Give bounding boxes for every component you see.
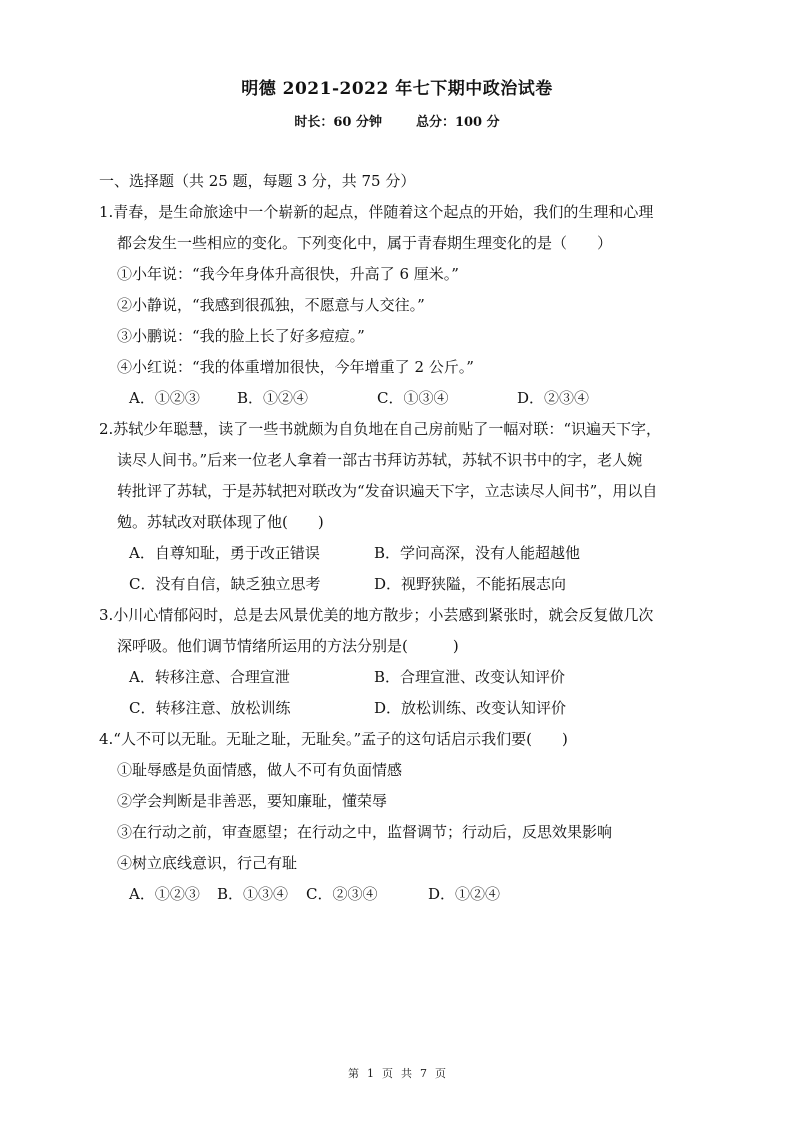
question-3-options-row-1: [99, 662, 699, 693]
question-1-option-a: A．①②③: [129, 389, 200, 407]
question-2-stem-line-4: 勉。苏轼改对联体现了他( ): [117, 513, 324, 531]
question-2-options-row-2: [99, 569, 699, 600]
question-1-item-2: ②小静说，“我感到很孤独，不愿意与人交往。”: [117, 296, 425, 314]
question-4-item-1: ①耻辱感是负面情感，做人不可有负面情感: [117, 761, 403, 779]
question-2-option-d: D．视野狭隘，不能拓展志向: [374, 575, 567, 593]
question-2-stem-line-2: 读尽人间书。”后来一位老人拿着一部古书拜访苏轼，苏轼不识书中的字，老人婉: [117, 451, 643, 469]
question-2-option-a: A．自尊知耻，勇于改正错误: [129, 544, 320, 562]
question-1-item-1: ①小年说：“我今年身体升高很快，升高了 6 厘米。”: [117, 265, 459, 283]
question-4-option-c: C．②③④: [306, 885, 378, 903]
total-page-number: 7: [420, 1067, 427, 1080]
footer-text-di: 第: [348, 1067, 359, 1080]
question-1-stem-line-1: 1.青春，是生命旅途中一个崭新的起点，伴随着这个起点的开始，我们的生理和心理: [99, 203, 654, 221]
question-3-stem-line-1: 3.小川心情郁闷时，总是去风景优美的地方散步；小芸感到紧张时，就会反复做几次: [99, 606, 654, 624]
question-2-stem-line-1: 2.苏轼少年聪慧，读了一些书就颇为自负地在自己房前贴了一幅对联：“识遍天下字，: [99, 420, 661, 438]
question-3-options-row-2: [99, 693, 699, 724]
question-1-option-b: B．①②④: [237, 389, 309, 407]
question-4-stem: 4.“人不可以无耻。无耻之耻，无耻矣。”孟子的这句话启示我们要( ): [99, 730, 568, 748]
question-4-item-3: ③在行动之前，审查愿望；在行动之中，监督调节；行动后，反思效果影响: [117, 823, 613, 841]
page-footer: [0, 1065, 794, 1081]
exam-body: [99, 166, 699, 910]
question-4-option-d: D．①②④: [428, 885, 501, 903]
total-score-label: 总分：100 分: [415, 115, 500, 130]
footer-text-gong: 共: [401, 1067, 412, 1080]
question-4-item-4: ④树立底线意识，行己有耻: [117, 854, 298, 872]
question-2-options-row-1: [99, 538, 699, 569]
section-heading: 一、选择题（共 25 题，每题 3 分，共 75 分）: [99, 172, 416, 190]
question-2-option-c: C．没有自信，缺乏独立思考: [129, 575, 321, 593]
question-3-option-d: D．放松训练、改变认知评价: [374, 699, 567, 717]
question-3-option-b: B．合理宣泄、改变认知评价: [374, 668, 566, 686]
question-1-item-4: ④小红说：“我的体重增加很快，今年增重了 2 公斤。”: [117, 358, 474, 376]
question-4-option-b: B．①③④: [217, 885, 289, 903]
current-page-number: 1: [367, 1067, 374, 1080]
exam-title: 明德 2021-2022 年七下期中政治试卷: [241, 79, 553, 99]
footer-text-ye: 页: [382, 1067, 393, 1080]
question-1-item-3: ③小鹏说：“我的脸上长了好多痘痘。”: [117, 327, 365, 345]
question-3-stem-line-2: 深呼吸。他们调节情绪所运用的方法分别是( ): [117, 637, 459, 655]
duration-label: 时长：60 分钟: [294, 115, 382, 130]
question-3-option-a: A．转移注意、合理宣泄: [129, 668, 290, 686]
exam-subtitle: [0, 111, 794, 130]
question-3-option-c: C．转移注意、放松训练: [129, 699, 291, 717]
footer-text-ye-2: 页: [435, 1067, 446, 1080]
question-1-options: [99, 383, 699, 414]
question-2-option-b: B．学问高深，没有人能超越他: [374, 544, 581, 562]
question-4-options: [99, 879, 699, 910]
question-1-option-c: C．①③④: [377, 389, 449, 407]
question-1-option-d: D．②③④: [517, 389, 590, 407]
question-2-stem-line-3: 转批评了苏轼，于是苏轼把对联改为“发奋识遍天下字，立志读尽人间书”，用以自: [117, 482, 658, 500]
question-4-item-2: ②学会判断是非善恶，要知廉耻，懂荣辱: [117, 792, 388, 810]
question-1-stem-line-2: 都会发生一些相应的变化。下列变化中，属于青春期生理变化的是（ ）: [117, 234, 613, 252]
question-4-option-a: A．①②③: [129, 885, 200, 903]
